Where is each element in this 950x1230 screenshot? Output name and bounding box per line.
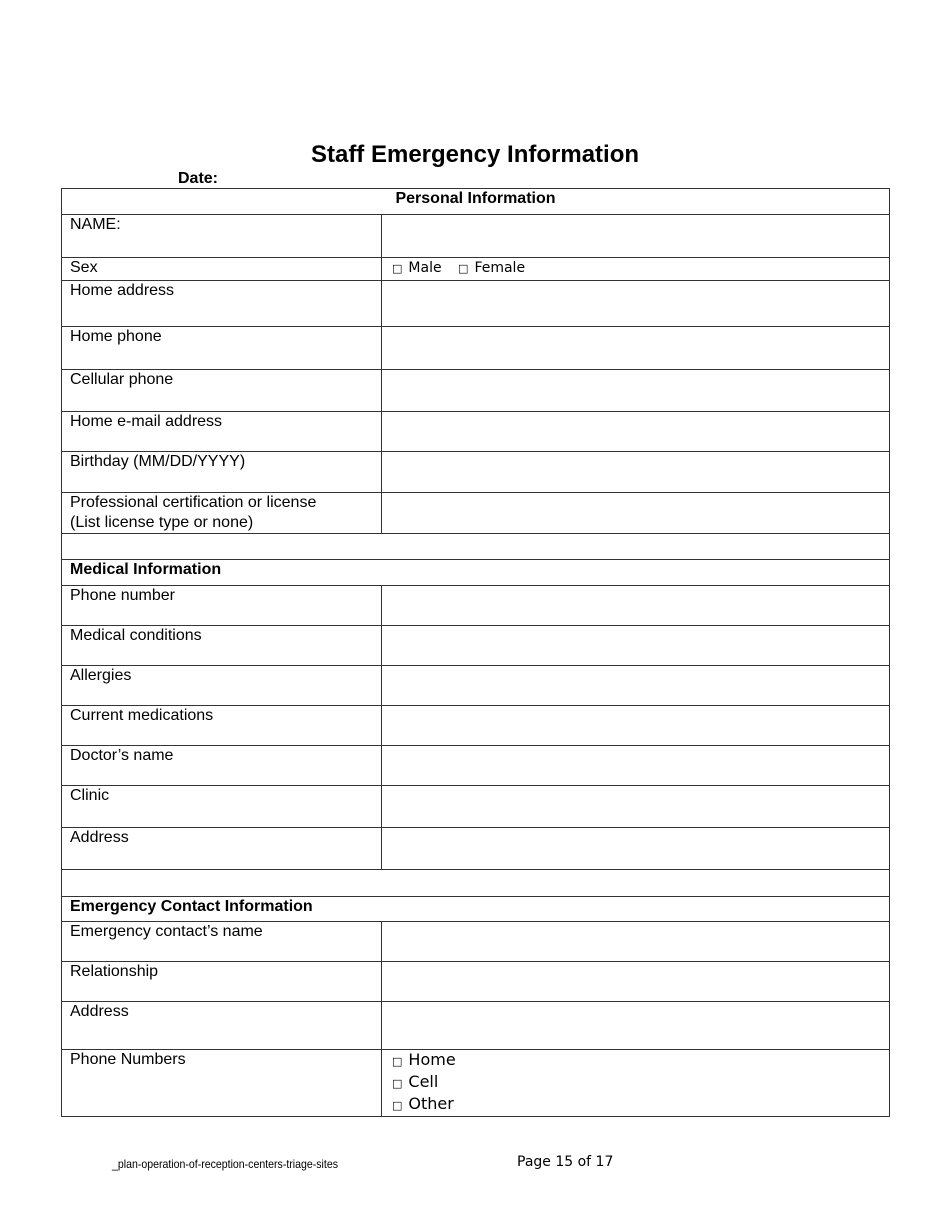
home-option-label: Home	[408, 1050, 456, 1069]
home-phone-checkbox[interactable]	[392, 1050, 879, 1072]
sex-label: Sex	[62, 258, 382, 281]
home-address-label: Home address	[62, 281, 382, 327]
medical-phone-field[interactable]	[382, 586, 890, 626]
spacer-row	[62, 870, 890, 897]
medical-section-heading: Medical Information	[62, 560, 890, 586]
page-title: Staff Emergency Information	[310, 141, 640, 168]
sex-field	[382, 258, 890, 281]
personal-section-heading: Personal Information	[62, 189, 890, 215]
staff-emergency-form	[61, 188, 890, 1117]
male-option-label: Male	[408, 260, 442, 276]
other-option-label: Other	[408, 1094, 454, 1113]
doctor-name-label: Doctor’s name	[62, 746, 382, 786]
phone-numbers-field	[382, 1050, 890, 1117]
certification-label-line1: Professional certification or license	[70, 494, 317, 511]
certification-field[interactable]	[382, 493, 890, 534]
spacer-row	[62, 534, 890, 560]
cell-phone-checkbox[interactable]	[392, 1072, 879, 1094]
emergency-address-field[interactable]	[382, 1002, 890, 1050]
home-phone-label: Home phone	[62, 327, 382, 370]
male-checkbox[interactable]	[392, 258, 442, 279]
doctor-name-field[interactable]	[382, 746, 890, 786]
relationship-label: Relationship	[62, 962, 382, 1002]
checkbox-icon: □	[392, 1055, 403, 1068]
name-label: NAME:	[62, 215, 382, 258]
footer-doc-name: _plan-operation-of-reception-centers-triage-sites	[112, 1157, 338, 1171]
medical-conditions-field[interactable]	[382, 626, 890, 666]
footer-page-number: Page 15 of 17	[517, 1154, 614, 1170]
phone-numbers-label: Phone Numbers	[62, 1050, 382, 1117]
medications-label: Current medications	[62, 706, 382, 746]
cellular-phone-label: Cellular phone	[62, 370, 382, 412]
cellular-phone-field[interactable]	[382, 370, 890, 412]
home-phone-field[interactable]	[382, 327, 890, 370]
certification-label	[62, 493, 382, 534]
checkbox-icon: □	[392, 262, 403, 275]
medical-phone-label: Phone number	[62, 586, 382, 626]
birthday-field[interactable]	[382, 452, 890, 493]
allergies-label: Allergies	[62, 666, 382, 706]
emergency-section-heading: Emergency Contact Information	[62, 897, 890, 922]
emergency-contact-name-field[interactable]	[382, 922, 890, 962]
cell-option-label: Cell	[408, 1072, 439, 1091]
emergency-address-label: Address	[62, 1002, 382, 1050]
birthday-label: Birthday (MM/DD/YYYY)	[62, 452, 382, 493]
checkbox-icon: □	[392, 1099, 403, 1112]
emergency-contact-name-label: Emergency contact’s name	[62, 922, 382, 962]
home-email-field[interactable]	[382, 412, 890, 452]
checkbox-icon: □	[392, 1077, 403, 1090]
other-phone-checkbox[interactable]	[392, 1094, 879, 1116]
checkbox-icon: □	[458, 262, 469, 275]
allergies-field[interactable]	[382, 666, 890, 706]
female-option-label: Female	[474, 260, 526, 276]
home-address-field[interactable]	[382, 281, 890, 327]
date-label[interactable]: Date:	[178, 170, 219, 187]
home-email-label: Home e-mail address	[62, 412, 382, 452]
medical-conditions-label: Medical conditions	[62, 626, 382, 666]
medical-address-label: Address	[62, 828, 382, 870]
medications-field[interactable]	[382, 706, 890, 746]
clinic-field[interactable]	[382, 786, 890, 828]
relationship-field[interactable]	[382, 962, 890, 1002]
clinic-label: Clinic	[62, 786, 382, 828]
certification-label-line2: (List license type or none)	[70, 514, 254, 531]
name-field[interactable]	[382, 215, 890, 258]
medical-address-field[interactable]	[382, 828, 890, 870]
female-checkbox[interactable]	[458, 258, 525, 279]
